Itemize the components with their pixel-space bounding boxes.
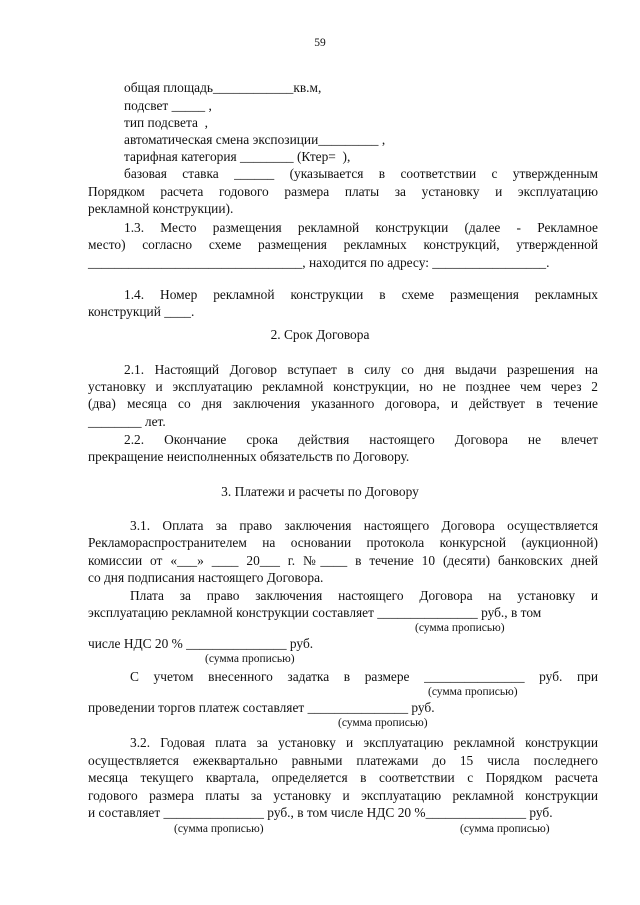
paragraph-line: месяца текущего квартала, определяется в соответствии с Порядком расчета: [88, 770, 598, 785]
section-heading: 3. Платежи и расчеты по Договору: [221, 484, 419, 499]
paragraph-line: прекращение неисполненных обязательств по Договору.: [88, 449, 410, 464]
paragraph-line: (два) месяца со дня заключения указанного договора, и действует в течение: [88, 396, 598, 411]
amount-caption: (сумма прописью): [174, 823, 264, 835]
paragraph-line: числе НДС 20 % _______________ руб.: [88, 636, 314, 651]
paragraph-line: 3.1. Оплата за право заключения настоящего Договора осуществляется: [130, 518, 598, 533]
text-line: общая площадь____________кв.м,: [124, 80, 322, 95]
paragraph-line: эксплуатацию рекламной конструкции составляет _______________ руб., в том: [88, 605, 542, 620]
paragraph-line: Плата за право заключения настоящего Договора на установку и: [130, 588, 598, 603]
paragraph-line: установку и эксплуатацию рекламной конструкции, но не позднее чем через 2: [88, 379, 598, 394]
paragraph-line: годового размера платы за установку и эксплуатацию рекламной конструкции: [88, 788, 598, 803]
paragraph-line: 1.4. Номер рекламной конструкции в схеме размещения рекламных: [124, 287, 598, 302]
text-line: тарифная категория ________ (Ктер= ),: [124, 149, 351, 164]
paragraph-line: со дня подписания настоящего Договора.: [88, 570, 324, 585]
paragraph-line: Рекламораспространителем на основании протокола конкурсной (аукционной): [88, 535, 598, 550]
text-line: автоматическая смена экспозиции_________ ,: [124, 132, 386, 147]
paragraph-line: проведении торгов платеж составляет _______________ руб.: [88, 700, 435, 715]
paragraph-line: комиссии от «___» ____ 20___ г. №____ в течение 10 (десяти) банковских дней: [88, 553, 598, 568]
paragraph-line: осуществляется ежеквартально равными платежами до 15 числа последнего: [88, 753, 598, 768]
paragraph-line: 2.2. Окончание срока действия настоящего Договора не влечет: [124, 432, 598, 447]
paragraph-line: место) согласно схеме размещения рекламных конструкций, утвержденной: [88, 237, 598, 252]
amount-caption: (сумма прописью): [205, 653, 295, 665]
text-line: подсвет _____ ,: [124, 98, 212, 113]
amount-caption: (сумма прописью): [415, 622, 505, 634]
paragraph-line: ________________________________, находится по адресу: _________________.: [88, 255, 550, 270]
paragraph-line: 2.1. Настоящий Договор вступает в силу со дня выдачи разрешения на: [124, 362, 598, 377]
text-line: Порядком расчета годового размера платы за установку и эксплуатацию: [88, 184, 598, 199]
text-line: тип подсвета ,: [124, 115, 208, 130]
paragraph-line: С учетом внесенного задатка в размере _______________ руб. при: [130, 669, 598, 684]
text-line: рекламной конструкции).: [88, 201, 234, 216]
text-line: базовая ставка ______ (указывается в соответствии с утвержденным: [124, 166, 598, 181]
paragraph-line: 3.2. Годовая плата за установку и эксплуатацию рекламной конструкции: [130, 735, 598, 750]
paragraph-line: ________ лет.: [88, 414, 166, 429]
amount-caption: (сумма прописью): [460, 823, 550, 835]
amount-caption: (сумма прописью): [428, 686, 518, 698]
paragraph-line: и составляет _______________ руб., в том числе НДС 20 %_______________ руб.: [88, 805, 553, 820]
section-heading: 2. Срок Договора: [270, 327, 370, 342]
paragraph-line: 1.3. Место размещения рекламной конструкции (далее - Рекламное: [124, 220, 598, 235]
paragraph-line: конструкций ____.: [88, 304, 195, 319]
page-number: 59: [314, 37, 326, 49]
amount-caption: (сумма прописью): [338, 717, 428, 729]
